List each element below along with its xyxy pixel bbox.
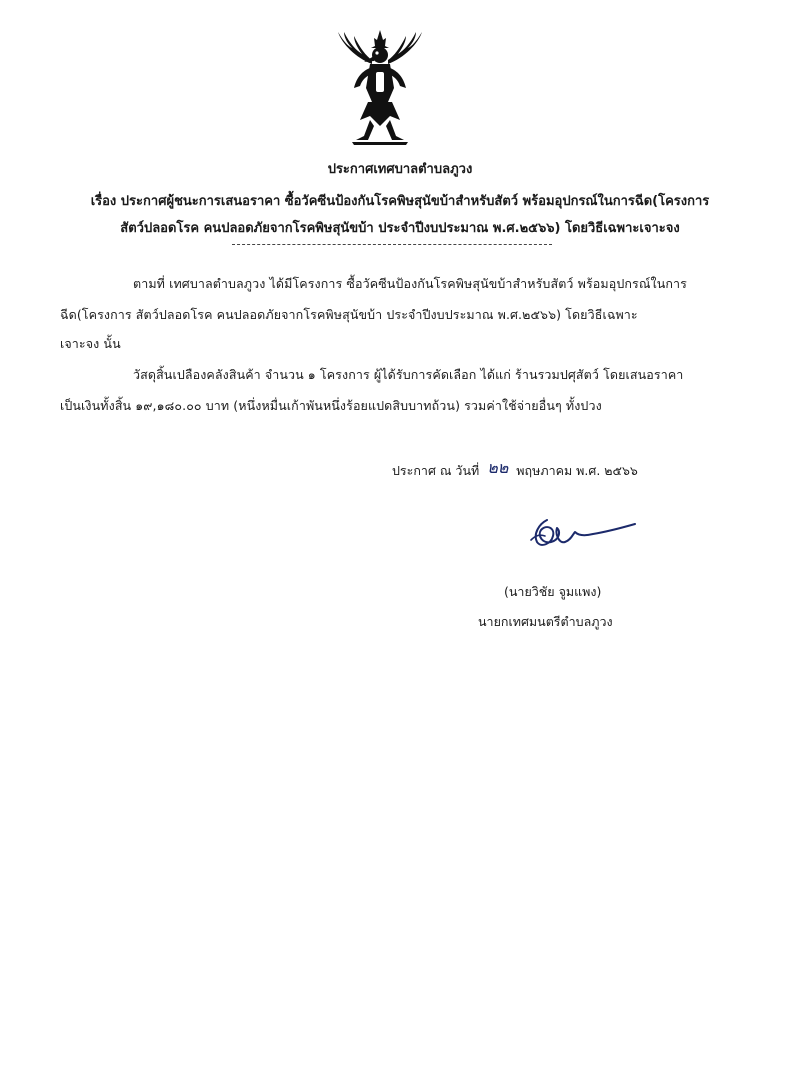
paragraph-1-line-1: ตามที่ เทศบาลตำบลภูวง ได้มีโครงการ ซื้อวัคซีนป้องกันโรคพิษสุนัขบ้าสำหรับสัตว์ พร้อมอุปกรณ์ในการ bbox=[133, 276, 687, 291]
paragraph-2-line-1: วัสดุสิ้นเปลืองคลังสินค้า จำนวน ๑ โครงการ ผู้ได้รับการคัดเลือก ได้แก่ ร้านรวมปศุสัตว์ โดยเสนอราคา bbox=[133, 367, 684, 382]
organization-heading: ประกาศเทศบาลตำบลภูวง bbox=[327, 162, 473, 177]
paragraph-1-line-3: เจาะจง นั้น bbox=[60, 336, 121, 351]
paragraph-1-line-2: ฉีด(โครงการ สัตว์ปลอดโรค คนปลอดภัยจากโรคพิษสุนัขบ้า ประจำปีงบประมาณ พ.ศ.๒๕๖๖) โดยวิธีเฉพาะ bbox=[60, 307, 638, 322]
dateline-suffix: พฤษภาคม พ.ศ. ๒๕๖๖ bbox=[516, 463, 638, 478]
paragraph-2-line-2: เป็นเงินทั้งสิ้น ๑๙,๑๘๐.๐๐ บาท (หนึ่งหมื่นเก้าพันหนึ่งร้อยแปดสิบบาทถ้วน) รวมค่าใช้จ่ายอื่นๆ ทั้งปวง bbox=[60, 398, 602, 413]
signature-icon bbox=[525, 510, 640, 558]
dateline-prefix: ประกาศ ณ วันที่ bbox=[392, 463, 480, 478]
announcement-dateline bbox=[392, 458, 638, 483]
signer-name: (นายวิชัย จูมแพง) bbox=[504, 584, 602, 599]
garuda-emblem-icon bbox=[334, 28, 426, 146]
subject-line-1: เรื่อง ประกาศผู้ชนะการเสนอราคา ซื้อวัคซีนป้องกันโรคพิษสุนัขบ้าสำหรับสัตว์ พร้อมอุปกรณ์ในการฉีด(โครงการ bbox=[90, 194, 710, 209]
dateline-day-handwritten: ๒๒ bbox=[487, 458, 509, 477]
subject-line-2: สัตว์ปลอดโรค คนปลอดภัยจากโรคพิษสุนัขบ้า ประจำปีงบประมาณ พ.ศ.๒๕๖๖) โดยวิธีเฉพาะเจาะจง bbox=[120, 221, 680, 236]
signer-title: นายกเทศมนตรีตำบลภูวง bbox=[478, 614, 613, 629]
heading-divider bbox=[232, 244, 552, 246]
